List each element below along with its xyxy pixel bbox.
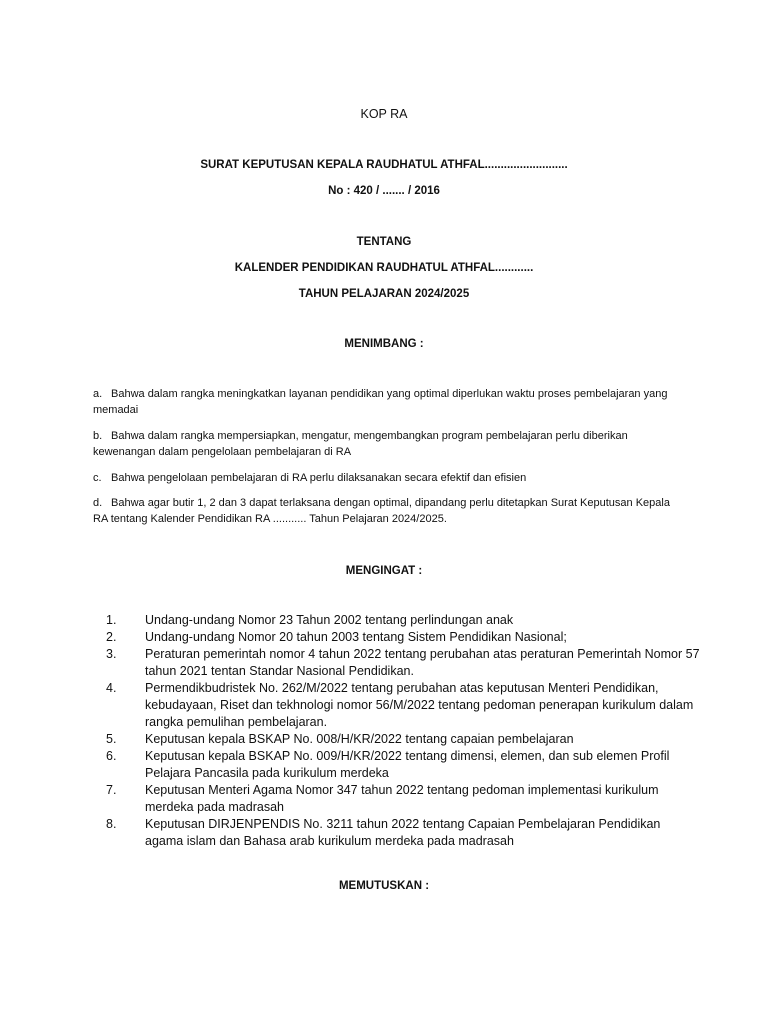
item-text: Bahwa agar butir 1, 2 dan 3 dapat terlaksana dengan optimal, dipandang perlu ditetapkan Surat Keputusan Kepala RA tentang Kalender Pendidikan RA ........... Tahun Pelajaran 2024/2025.	[93, 497, 670, 525]
item-text: Bahwa pengelolaan pembelajaran di RA perlu dilaksanakan secara efektif dan efisien	[111, 472, 527, 484]
tentang-heading: TENTANG	[356, 236, 412, 248]
list-number: 7.	[106, 783, 117, 797]
item-label: d.	[93, 497, 103, 509]
menimbang-item-d	[93, 495, 683, 527]
list-text: Keputusan DIRJENPENDIS No. 3211 tahun 2022 tentang Capaian Pembelajaran Pendidikan agama islam dan Bahasa arab kurikulum merdeka pada madrasah	[145, 817, 661, 848]
list-item	[100, 748, 700, 782]
decree-title: SURAT KEPUTUSAN KEPALA RAUDHATUL ATHFAL..........................	[200, 159, 568, 171]
list-number: 5.	[106, 732, 117, 746]
list-item	[100, 646, 700, 680]
menimbang-item-a	[93, 386, 683, 418]
item-text: Bahwa dalam rangka mempersiapkan, mengatur, mengembangkan program pembelajaran perlu diberikan kewenangan dalam pengelolaan pembelajaran di RA	[93, 430, 628, 458]
mengingat-heading: MENGINGAT :	[345, 565, 423, 577]
list-text: Permendikbudristek No. 262/M/2022 tentang perubahan atas keputusan Menteri Pendidikan, kebudayaan, Riset dan tekhnologi nomor 56/M/2022 tentang pedoman penerapan kurikulum dalam rangka pemulihan pembelajaran.	[145, 681, 694, 729]
list-item	[100, 612, 700, 629]
item-text: Bahwa dalam rangka meningkatkan layanan pendidikan yang optimal diperlukan waktu proses pembelajaran yang memadai	[93, 388, 668, 416]
list-item	[100, 782, 700, 816]
list-item	[100, 816, 700, 850]
list-text: Keputusan kepala BSKAP No. 009/H/KR/2022 tentang dimensi, elemen, dan sub elemen Profil Pelajara Pancasila pada kurikulum merdeka	[145, 749, 670, 780]
list-text: Keputusan Menteri Agama Nomor 347 tahun 2022 tentang pedoman implementasi kurikulum merdeka pada madrasah	[145, 783, 659, 814]
menimbang-item-c	[93, 470, 683, 486]
decree-subject: KALENDER PENDIDIKAN RAUDHATUL ATHFAL............	[234, 262, 534, 274]
list-item	[100, 731, 700, 748]
list-text: Peraturan pemerintah nomor 4 tahun 2022 tentang perubahan atas peraturan Pemerintah Nomor 57 tahun 2021 tentan Standar Nasional Pendidikan.	[145, 647, 700, 678]
list-item	[100, 680, 700, 731]
list-text: Undang-undang Nomor 20 tahun 2003 tentang Sistem Pendidikan Nasional;	[145, 630, 567, 644]
list-number: 3.	[106, 647, 117, 661]
list-number: 2.	[106, 630, 117, 644]
mengingat-list	[100, 612, 700, 850]
memutuskan-heading: MEMUTUSKAN :	[338, 880, 430, 892]
list-text: Keputusan kepala BSKAP No. 008/H/KR/2022 tentang capaian pembelajaran	[145, 732, 574, 746]
list-number: 4.	[106, 681, 117, 695]
list-number: 1.	[106, 613, 117, 627]
list-text: Undang-undang Nomor 23 Tahun 2002 tentang perlindungan anak	[145, 613, 514, 627]
list-number: 8.	[106, 817, 117, 831]
item-label: b.	[93, 430, 103, 442]
list-item	[100, 629, 700, 646]
academic-year: TAHUN PELAJARAN 2024/2025	[298, 288, 470, 300]
kop-header: KOP RA	[360, 107, 408, 121]
item-label: a.	[93, 388, 103, 400]
menimbang-item-b	[93, 428, 683, 460]
menimbang-heading: MENIMBANG :	[344, 338, 424, 350]
list-number: 6.	[106, 749, 117, 763]
decree-number: No : 420 / ....... / 2016	[328, 185, 440, 197]
item-label: c.	[93, 472, 102, 484]
